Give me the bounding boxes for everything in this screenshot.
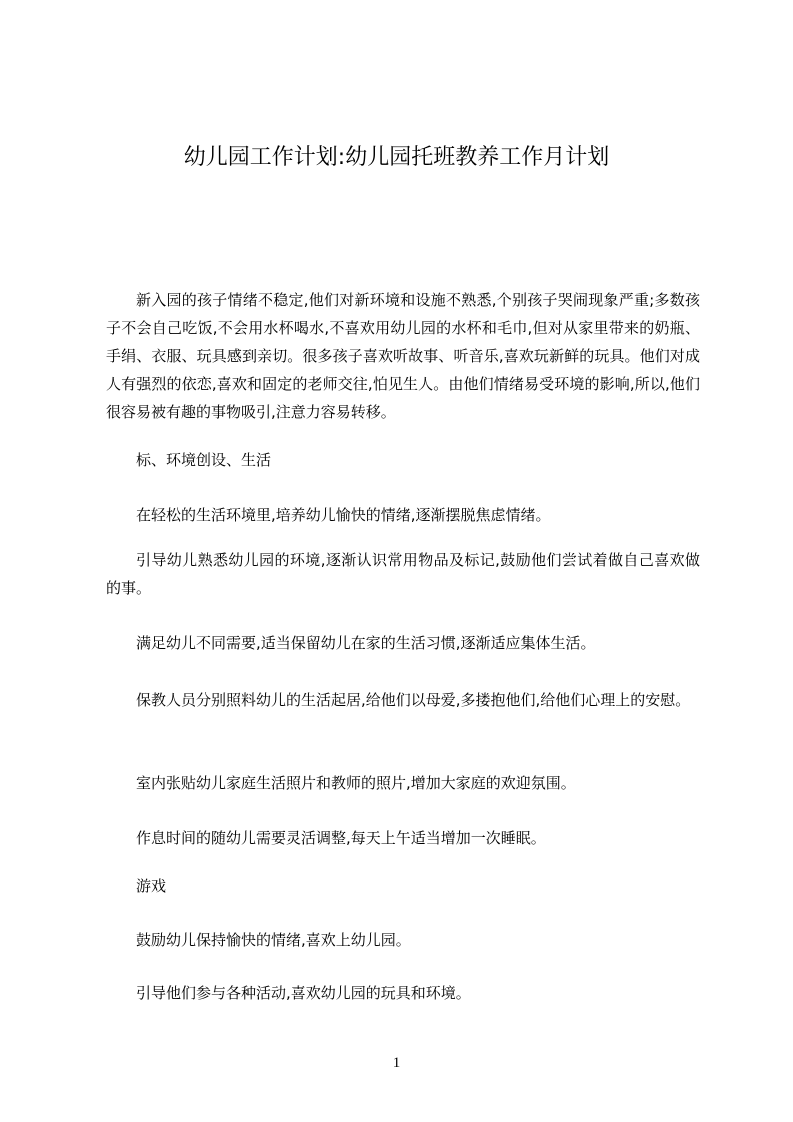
page-number: 1 — [392, 1055, 401, 1071]
paragraph: 满足幼儿不同需要,适当保留幼儿在家的生活习惯,逐渐适应集体生活。 — [136, 634, 596, 652]
paragraph: 引导幼儿熟悉幼儿园的环境,逐渐认识常用物品及标记,鼓励他们尝试着做自己喜欢做的事。 — [106, 551, 700, 597]
intro-paragraph: 新入园的孩子情绪不稳定,他们对新环境和设施不熟悉,个别孩子哭闹现象严重;多数孩子不会自己吃饭,不会用水杯喝水,不喜欢用幼儿园的水杯和毛巾,但对从家里带来的奶瓶、手绢、衣服、玩具感到亲切。很多孩子喜欢听故事、听音乐,喜欢玩新鲜的玩具。他们对成人有强烈的依恋,喜欢和固定的老师交往,怕见生人。由他们情绪易受环境的影响,所以,他们很容易被有趣的事物吸引,注意力容易转移。 — [106, 291, 700, 421]
paragraph: 作息时间的随幼儿需要灵活调整,每天上午适当增加一次睡眠。 — [136, 829, 546, 847]
section-heading-goals: 标、环境创设、生活 — [136, 451, 272, 469]
paragraph: 保教人员分别照料幼儿的生活起居,给他们以母爱,多搂抱他们,给他们心理上的安慰。 — [136, 691, 691, 709]
paragraph: 在轻松的生活环境里,培养幼儿愉快的情绪,逐渐摆脱焦虑情绪。 — [136, 506, 551, 524]
paragraph: 室内张贴幼儿家庭生活照片和教师的照片,增加大家庭的欢迎氛围。 — [136, 774, 576, 792]
paragraph: 引导他们参与各种活动,喜欢幼儿园的玩具和环境。 — [136, 984, 471, 1002]
document-title: 幼儿园工作计划:幼儿园托班教养工作月计划 — [183, 145, 610, 170]
paragraph: 鼓励幼儿保持愉快的情绪,喜欢上幼儿园。 — [136, 931, 411, 949]
section-heading-games: 游戏 — [136, 877, 167, 895]
